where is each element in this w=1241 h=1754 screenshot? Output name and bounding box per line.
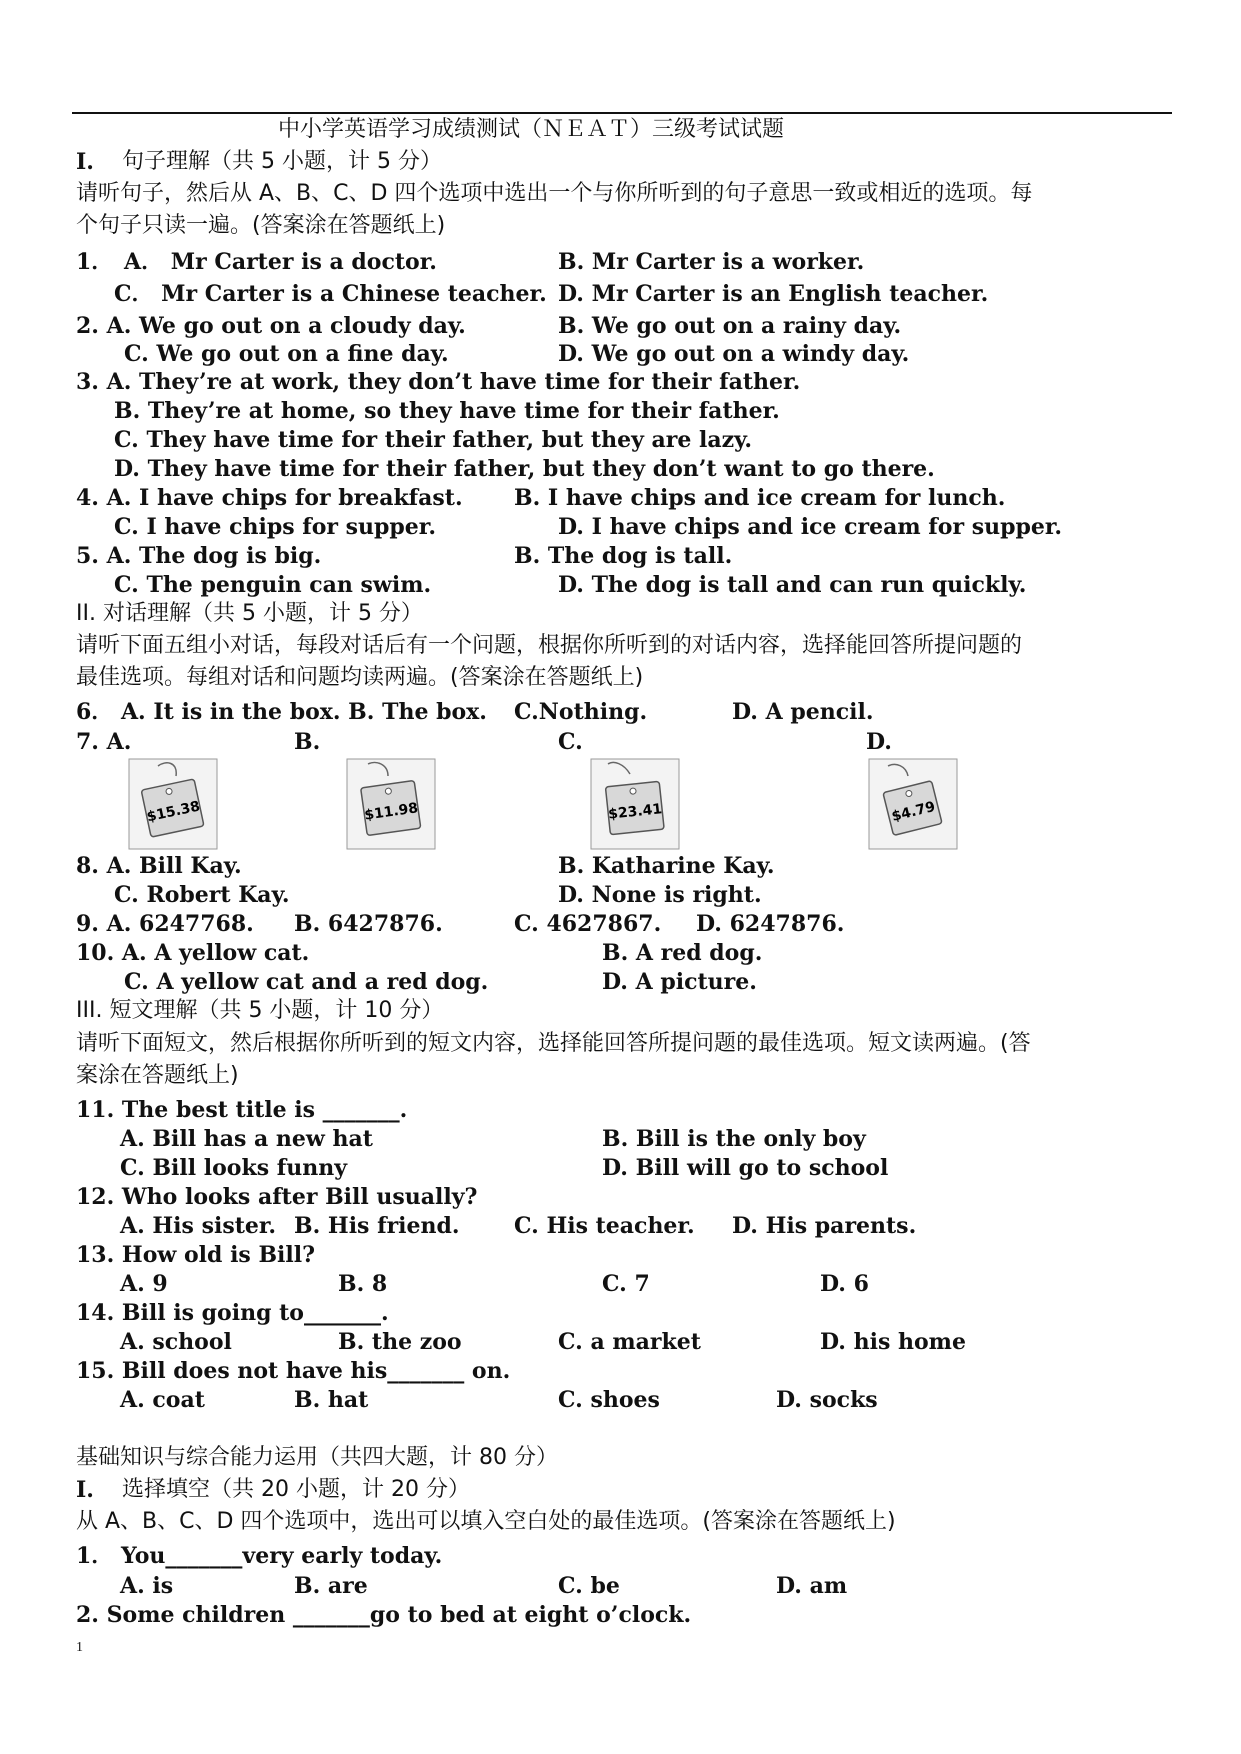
s2-q1-option-c: C. be: [558, 1573, 620, 1599]
q1-option-b: B. Mr Carter is a worker.: [558, 249, 865, 275]
price-tag-b-text: $11.98: [363, 800, 420, 824]
q8-option-c: C. Robert Kay.: [114, 882, 290, 908]
price-tag-b-icon: [346, 758, 436, 850]
q1-number: 1．: [76, 249, 114, 275]
q12-option-d: D. His parents.: [732, 1213, 917, 1239]
price-tag-a-text: $15.38: [145, 798, 202, 826]
q7-option-b-label: B.: [294, 729, 321, 755]
q10-option-c: C. A yellow cat and a red dog.: [124, 969, 489, 995]
q14-option-b: B. the zoo: [338, 1329, 462, 1355]
q8-option-a: 8. A. Bill Kay.: [76, 853, 242, 879]
section2-instructions: 从 A、B、C、D 四个选项中，选出可以填入空白处的最佳选项。(答案涂在答题纸上): [76, 1509, 896, 1534]
part1-instructions-line2: 个句子只读一遍。(答案涂在答题纸上): [76, 213, 446, 238]
q6-option-ab: 6． A. It is in the box. B. The box.: [76, 699, 487, 725]
q13-option-b: B. 8: [338, 1271, 388, 1297]
page-number: 1: [76, 1640, 83, 1655]
q9-option-b: B. 6427876.: [294, 911, 443, 937]
q4-option-a: 4. A. I have chips for breakfast.: [76, 485, 463, 511]
q5-option-c: C. The penguin can swim.: [114, 572, 432, 598]
part1-instructions-line1: 请听句子，然后从 A、B、C、D 四个选项中选出一个与你所听到的句子意思一致或相近的选项。每: [76, 181, 1033, 206]
q11-option-d: D. Bill will go to school: [602, 1155, 889, 1181]
q11-option-c: C. Bill looks funny: [120, 1155, 347, 1181]
q13-stem: 13. How old is Bill?: [76, 1242, 316, 1268]
section2-sub-heading: 选择填空（共 20 小题，计 20 分）: [122, 1477, 470, 1502]
part3-instructions-line1: 请听下面短文，然后根据你所听到的短文内容，选择能回答所提问题的最佳选项。短文读两遍。(答: [76, 1031, 1031, 1056]
q2-option-b: B. We go out on a rainy day.: [558, 313, 902, 339]
q9-option-c: C. 4627867.: [514, 911, 662, 937]
q4-option-c: C. I have chips for supper.: [114, 514, 437, 540]
part3-instructions-line2: 案涂在答题纸上): [76, 1063, 239, 1088]
price-tag-c-icon: [590, 758, 680, 850]
part1-heading: 句子理解（共 5 小题，计 5 分）: [122, 149, 442, 174]
q1-option-c: C． Mr Carter is a Chinese teacher.: [114, 281, 547, 307]
q3-option-b: B. They’re at home, so they have time for their father.: [114, 398, 780, 424]
price-tag-d-icon: [868, 758, 958, 850]
page-title: 中小学英语学习成绩测试（ＮＥＡＴ）三级考试试题: [278, 117, 785, 142]
q13-option-d: D. 6: [820, 1271, 869, 1297]
s2-q1-stem: 1． You_______very early today.: [76, 1543, 443, 1569]
q12-option-c: C. His teacher.: [514, 1213, 695, 1239]
q9-option-a: 9. A. 6247768.: [76, 911, 254, 937]
q3-option-d: D. They have time for their father, but they don’t want to go there.: [114, 456, 935, 482]
q1-option-a: A． Mr Carter is a doctor.: [124, 249, 437, 275]
part1-heading-num: I.: [76, 149, 94, 175]
q8-option-b: B. Katharine Kay.: [558, 853, 775, 879]
part2-instructions-line2: 最佳选项。每组对话和问题均读两遍。(答案涂在答题纸上): [76, 665, 644, 690]
q13-option-a: A. 9: [120, 1271, 168, 1297]
q15-option-c: C. shoes: [558, 1387, 660, 1413]
q13-option-c: C. 7: [602, 1271, 650, 1297]
price-tag-c-text: $23.41: [607, 801, 663, 823]
q5-option-b: B. The dog is tall.: [514, 543, 733, 569]
q6-option-c: C.Nothing.: [514, 699, 648, 725]
q11-option-b: B. Bill is the only boy: [602, 1126, 866, 1152]
q4-option-b: B. I have chips and ice cream for lunch.: [514, 485, 1006, 511]
q14-option-d: D. his home: [820, 1329, 966, 1355]
q7-option-a-label: 7. A.: [76, 729, 132, 755]
q3-option-c: C. They have time for their father, but they are lazy.: [114, 427, 753, 453]
part3-heading: III. 短文理解（共 5 小题，计 10 分）: [76, 998, 444, 1023]
section2-heading: 基础知识与综合能力运用（共四大题，计 80 分）: [76, 1445, 558, 1470]
q7-option-c-label: C.: [558, 729, 583, 755]
part2-instructions-line1: 请听下面五组小对话，每段对话后有一个问题，根据你所听到的对话内容，选择能回答所提问题的: [76, 633, 1023, 658]
q8-option-d: D. None is right.: [558, 882, 762, 908]
s2-q1-option-a: A. is: [120, 1573, 174, 1599]
q5-option-a: 5. A. The dog is big.: [76, 543, 322, 569]
s2-q1-option-b: B. are: [294, 1573, 368, 1599]
q14-stem: 14. Bill is going to_______.: [76, 1300, 389, 1326]
q11-option-a: A. Bill has a new hat: [120, 1126, 373, 1152]
q10-option-b: B. A red dog.: [602, 940, 763, 966]
q2-option-a: 2. A. We go out on a cloudy day.: [76, 313, 466, 339]
q12-option-a: A. His sister.: [120, 1213, 277, 1239]
q15-option-a: A. coat: [120, 1387, 205, 1413]
q12-stem: 12. Who looks after Bill usually?: [76, 1184, 478, 1210]
q14-option-a: A. school: [120, 1329, 232, 1355]
part2-heading: II. 对话理解（共 5 小题，计 5 分）: [76, 601, 423, 626]
top-rule: [72, 112, 1172, 114]
q15-option-b: B. hat: [294, 1387, 369, 1413]
price-tag-a-icon: [128, 758, 218, 850]
q12-option-b: B. His friend.: [294, 1213, 460, 1239]
q4-option-d: D. I have chips and ice cream for supper.: [558, 514, 1063, 540]
q15-stem: 15. Bill does not have his_______ on.: [76, 1358, 511, 1384]
q5-option-d: D. The dog is tall and can run quickly.: [558, 572, 1027, 598]
q15-option-d: D. socks: [776, 1387, 878, 1413]
q14-option-c: C. a market: [558, 1329, 701, 1355]
q7-option-d-label: D.: [866, 729, 892, 755]
q3-option-a: 3. A. They’re at work, they don’t have time for their father.: [76, 369, 801, 395]
q2-option-c: C. We go out on a fine day.: [124, 341, 449, 367]
s2-q2-stem: 2. Some children _______go to bed at eight o’clock.: [76, 1602, 692, 1628]
q9-option-d: D. 6247876.: [696, 911, 845, 937]
q10-option-a: 10. A. A yellow cat.: [76, 940, 310, 966]
q2-option-d: D. We go out on a windy day.: [558, 341, 910, 367]
price-tag-d-text: $4.79: [890, 798, 937, 826]
s2-q1-option-d: D. am: [776, 1573, 848, 1599]
q11-stem: 11. The best title is _______.: [76, 1097, 408, 1123]
q1-option-d: D. Mr Carter is an English teacher.: [558, 281, 989, 307]
q6-option-d: D. A pencil.: [732, 699, 874, 725]
section2-sub-num: I.: [76, 1477, 94, 1503]
q10-option-d: D. A picture.: [602, 969, 757, 995]
